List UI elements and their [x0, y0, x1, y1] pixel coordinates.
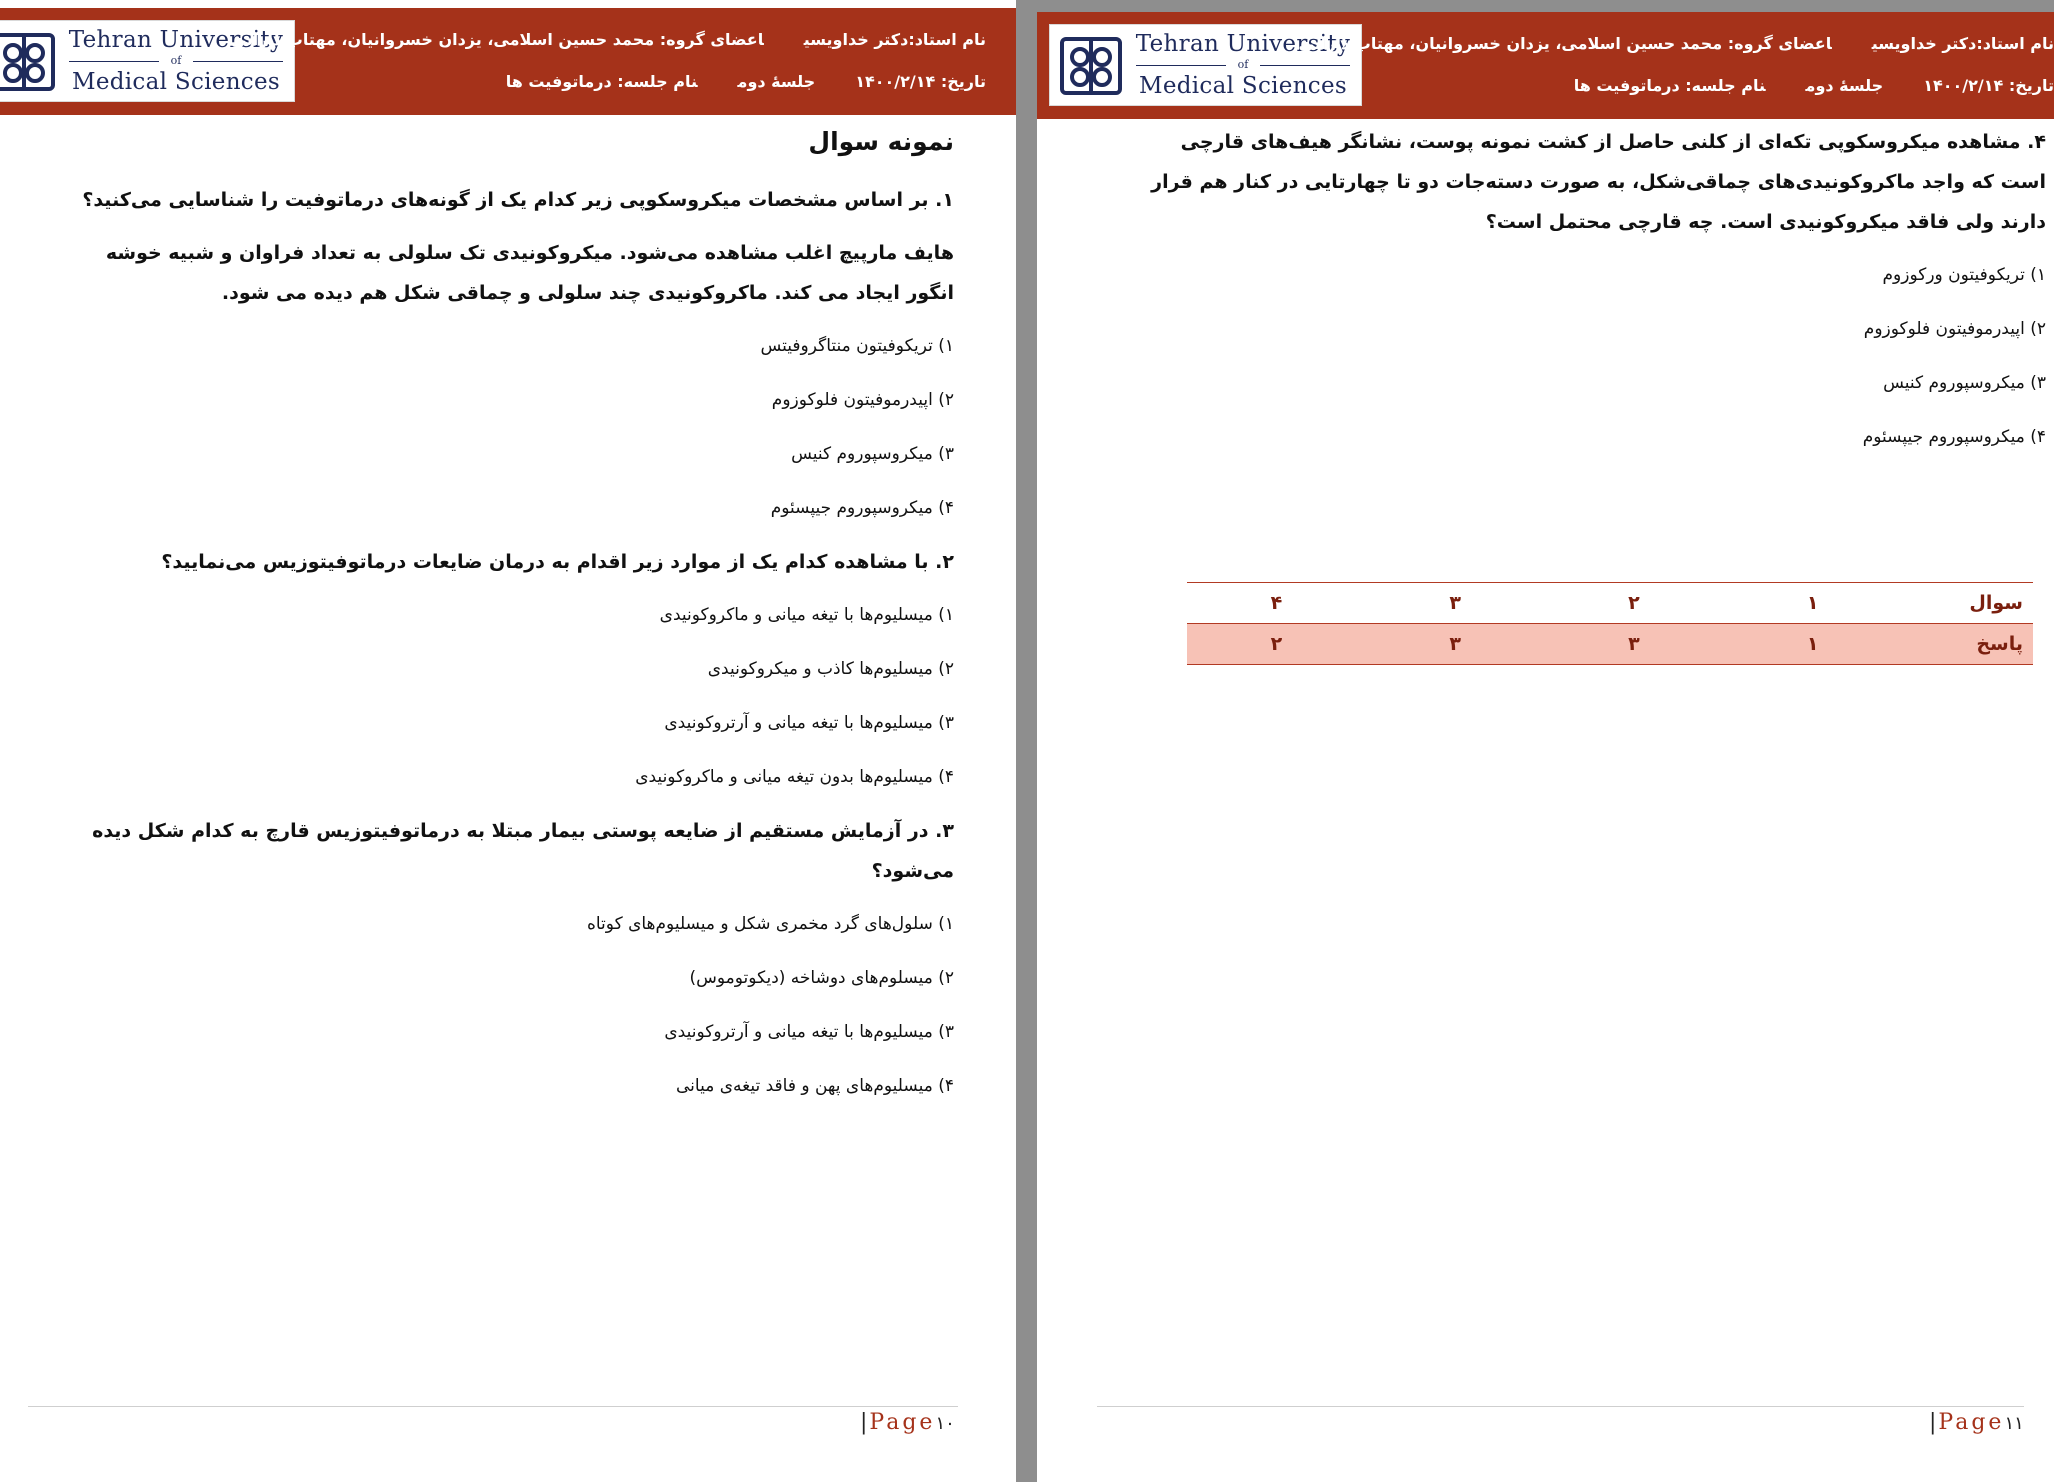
table-row-questions	[1187, 583, 2033, 624]
q3-option-4: ۴) میسلیوم‌های پهن و فاقد تیغه‌ی میانی	[676, 1076, 954, 1096]
question-1-stem: هایف مارپیچ اغلب مشاهده می‌شود. میکروکونیدی تک سلولی به تعداد فراوان و شبیه خوشه انگور ایجاد می کند. ماکروکونیدی چند سلولی و چماقی شکل هم دیده می شود.	[105, 242, 954, 304]
q4-option-4: ۴) میکروسپوروم جیپسئوم	[1862, 427, 2046, 447]
logo-of: of	[63, 55, 289, 67]
page-header	[0, 8, 1016, 115]
section-title: نمونه سوال	[808, 127, 954, 156]
q4-option-3: ۳) میکروسپوروم کنیس	[1883, 373, 2046, 393]
footer-page-word: Page	[1938, 1410, 2005, 1435]
question-3: ۳. در آزمایش مستقیم از ضایعه پوستی بیمار مبتلا به درماتوفیتوزیس قارچ به کدام شکل دیده می‌شود؟	[92, 820, 954, 882]
header-row-1	[1259, 34, 2054, 53]
logo-of: of	[1130, 59, 1356, 71]
session-date: تاریخ: ۱۴۰۰/۲/۱۴	[855, 72, 986, 91]
q3-option-2: ۲) میسلوم‌های دوشاخه (دیکوتوموس)	[689, 968, 954, 988]
session-number: جلسهٔ دوم	[1805, 76, 1884, 95]
table-cell: ۳	[1366, 583, 1545, 624]
logo-line1: Tehran University	[68, 27, 284, 53]
q1-option-1: ۱) تریکوفیتون منتاگروفیتس	[760, 336, 954, 356]
q4-option-2: ۲) اپیدرموفیتون فلوکوزوم	[1863, 319, 2046, 339]
logo-line1: Tehran University	[1135, 31, 1351, 57]
question-2: ۲. با مشاهده کدام یک از موارد زیر اقدام به درمان ضایعات درماتوفیتوزیس می‌نمایید؟	[161, 551, 954, 573]
q2-option-2: ۲) میسلیوم‌ها کاذب و میکروکونیدی	[707, 659, 954, 679]
question-1: ۱. بر اساس مشخصات میکروسکوپی زیر کدام یک از گونه‌های درماتوفیت را شناسایی می‌کنید؟	[82, 189, 954, 211]
table-cell: ۱	[1723, 583, 1902, 624]
q3-option-1: ۱) سلول‌های گرد مخمری شکل و میسلیوم‌های کوتاه	[586, 914, 954, 934]
q1-option-4: ۴) میکروسپوروم جیپسئوم	[770, 498, 954, 518]
page-number: ۱۰	[935, 1413, 955, 1434]
page-footer: |Page۱۱	[1929, 1410, 2024, 1435]
page-footer: |Page۱۰	[860, 1410, 955, 1435]
table-cell: ۴	[1187, 583, 1366, 624]
session-number: جلسهٔ دوم	[737, 72, 816, 91]
footer-page-word: Page	[869, 1410, 936, 1435]
q4-option-1: ۱) تریکوفیتون ورکوزوم	[1882, 265, 2046, 285]
page-10	[0, 0, 1016, 1482]
footer-divider	[28, 1406, 958, 1407]
session-name: نام جلسه: درماتوفیت ها	[1573, 76, 1766, 95]
table-row-answers	[1187, 624, 2033, 665]
table-cell: ۲	[1545, 583, 1724, 624]
session-date: تاریخ: ۱۴۰۰/۲/۱۴	[1923, 76, 2054, 95]
table-cell: ۱	[1723, 624, 1902, 665]
question-4: ۴. مشاهده میکروسکوپی تکه‌ای از کلنی حاصل از کشت نمونه پوست، نشانگر هیف‌های قارچی است که واجد ماکروکونیدی‌های چماقی‌شکل، به صورت دسته‌جات دو تا چهارتایی در کنار هم قرار دارند ولی فاقد میکروکونیدی است. چه قارچی محتمل است؟	[1151, 131, 2046, 233]
page-number: ۱۱	[2004, 1413, 2024, 1434]
header-row-2	[466, 72, 986, 91]
page-header	[1037, 12, 2054, 119]
q3-option-3: ۳) میسلیوم‌ها با تیغه میانی و آرتروکونیدی	[664, 1022, 954, 1042]
page-11	[1037, 12, 2054, 1482]
table-cell: ۳	[1545, 624, 1724, 665]
answer-key-table	[1187, 582, 2033, 665]
tums-emblem-icon	[0, 27, 59, 97]
table-cell: ۲	[1187, 624, 1366, 665]
table-header-question: سوال	[1902, 583, 2033, 624]
session-name: نام جلسه: درماتوفیت ها	[505, 72, 698, 91]
page-content	[54, 122, 954, 1120]
table-cell: ۳	[1366, 624, 1545, 665]
group-members: اعضای گروه: محمد حسین اسلامی، یزدان خسروانیان، مهتاب دارابی	[230, 30, 764, 49]
q1-option-3: ۳) میکروسپوروم کنیس	[791, 444, 954, 464]
group-members: اعضای گروه: محمد حسین اسلامی، یزدان خسروانیان، مهتاب دارابی	[1298, 34, 1832, 53]
header-row-2	[1534, 76, 2054, 95]
instructor-name: نام استاد:دکتر خداویسی	[1871, 34, 2054, 53]
logo-line2: Medical Sciences	[71, 69, 280, 95]
table-header-answer: پاسخ	[1902, 624, 2033, 665]
q2-option-4: ۴) میسلیوم‌ها بدون تیغه میانی و ماکروکونیدی	[635, 767, 954, 787]
tums-emblem-icon	[1056, 31, 1126, 101]
header-row-1	[191, 30, 986, 49]
q2-option-1: ۱) میسلیوم‌ها با تیغه میانی و ماکروکونیدی	[659, 605, 954, 625]
footer-divider	[1097, 1406, 2024, 1407]
page-content	[1146, 122, 2046, 471]
instructor-name: نام استاد:دکتر خداویسی	[803, 30, 986, 49]
logo-line2: Medical Sciences	[1138, 73, 1347, 99]
q2-option-3: ۳) میسلیوم‌ها با تیغه میانی و آرتروکونیدی	[664, 713, 954, 733]
q1-option-2: ۲) اپیدرموفیتون فلوکوزوم	[771, 390, 954, 410]
